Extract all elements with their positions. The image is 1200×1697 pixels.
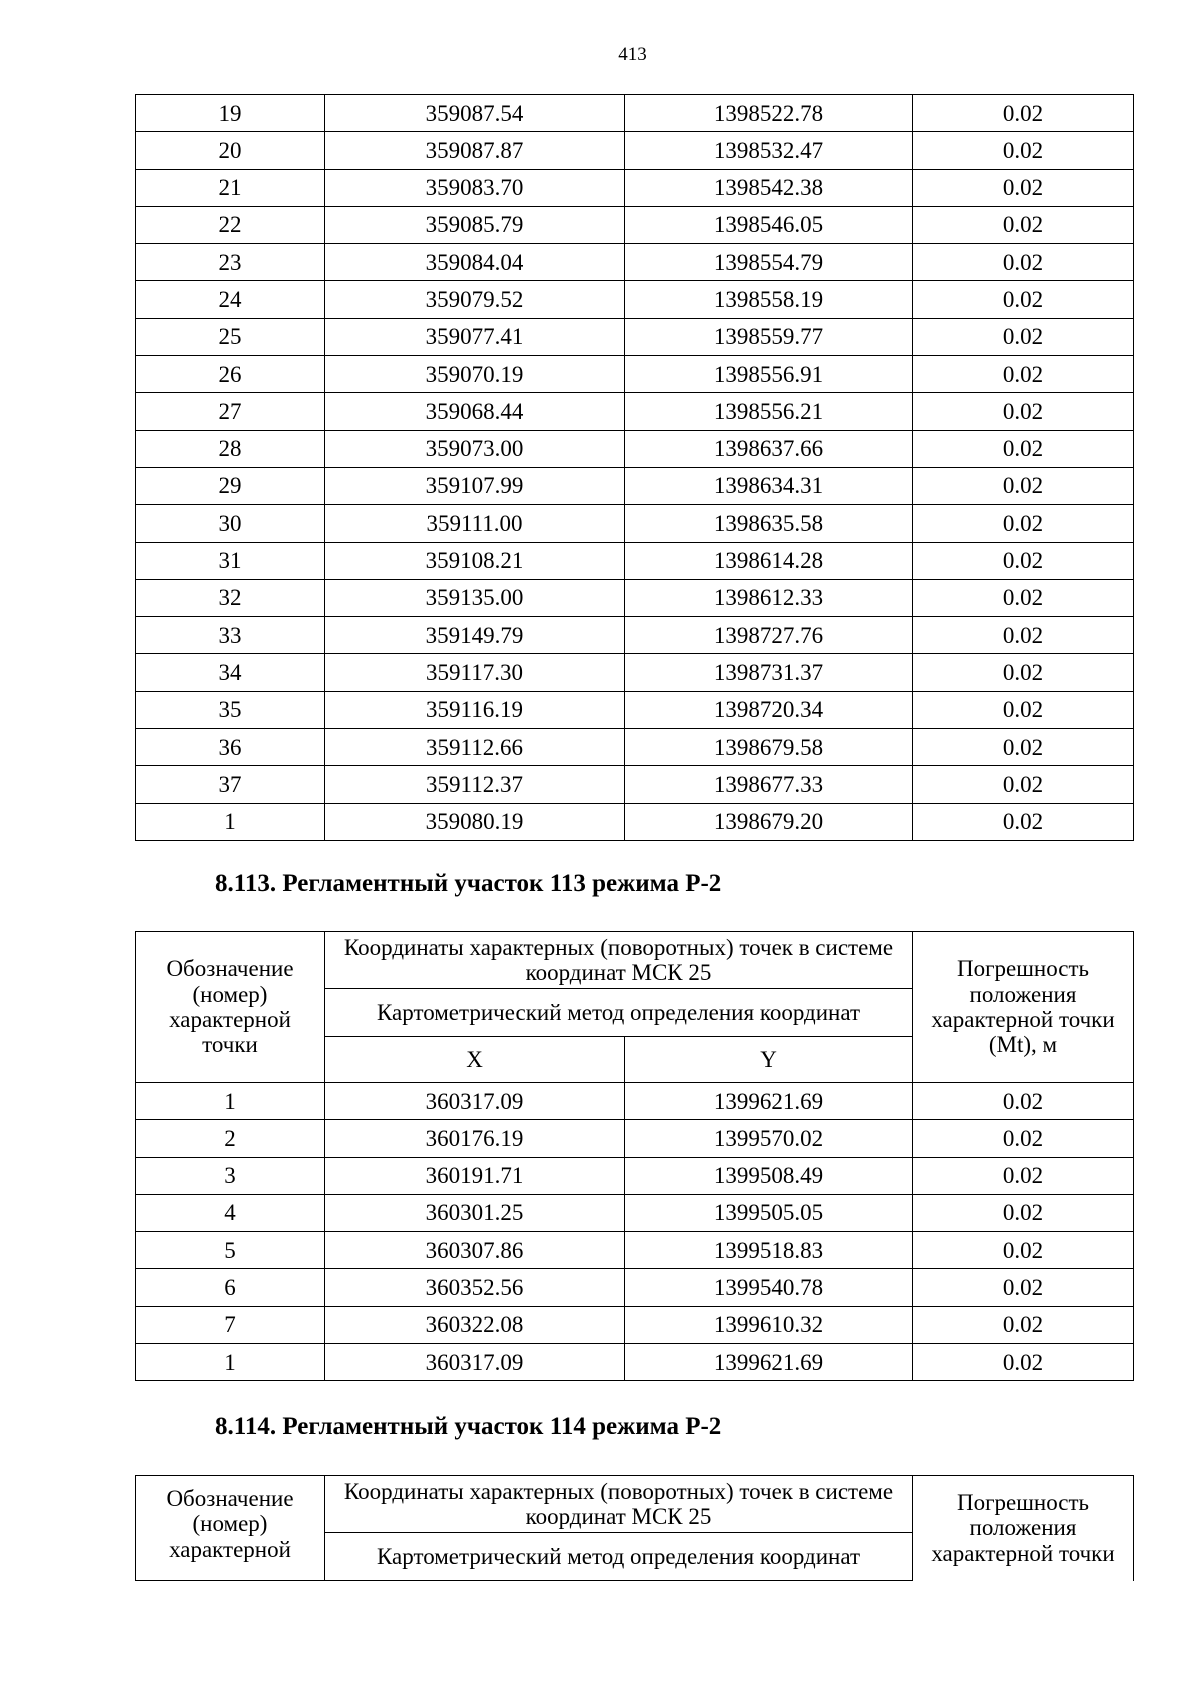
table-row	[136, 1306, 1134, 1343]
cell-error: 0.02	[913, 691, 1134, 728]
cell-point-number: 1	[136, 1083, 325, 1120]
cell-error: 0.02	[913, 579, 1134, 616]
cell-y: 1398727.76	[625, 617, 913, 654]
cell-y: 1399621.69	[625, 1344, 913, 1381]
cell-x: 359108.21	[325, 542, 625, 579]
table-row	[136, 542, 1134, 579]
cell-point-number: 28	[136, 430, 325, 467]
cell-error: 0.02	[913, 169, 1134, 206]
table-row	[136, 1120, 1134, 1157]
cell-point-number: 23	[136, 244, 325, 281]
header-coords-label: Координаты характерных (поворотных) точек в системе координат МСК 25	[325, 932, 913, 989]
cell-x: 359085.79	[325, 206, 625, 243]
cell-x: 359112.66	[325, 729, 625, 766]
cell-point-number: 3	[136, 1157, 325, 1194]
cell-error: 0.02	[913, 654, 1134, 691]
cell-error: 0.02	[913, 467, 1134, 504]
cell-error: 0.02	[913, 1232, 1134, 1269]
table-row	[136, 1344, 1134, 1381]
cell-x: 359087.87	[325, 132, 625, 169]
header-error-label: Погрешность положения характерной точки	[913, 1476, 1134, 1581]
cell-y: 1398634.31	[625, 467, 913, 504]
cell-y: 1399540.78	[625, 1269, 913, 1306]
cell-point-number: 21	[136, 169, 325, 206]
cell-y: 1398679.58	[625, 729, 913, 766]
cell-point-number: 29	[136, 467, 325, 504]
table-row	[136, 244, 1134, 281]
table-row	[136, 1269, 1134, 1306]
cell-point-number: 35	[136, 691, 325, 728]
cell-x: 360322.08	[325, 1306, 625, 1343]
cell-x: 360307.86	[325, 1232, 625, 1269]
cell-x: 359107.99	[325, 467, 625, 504]
cell-x: 359111.00	[325, 505, 625, 542]
table-row	[136, 430, 1134, 467]
cell-y: 1399508.49	[625, 1157, 913, 1194]
table-row	[136, 206, 1134, 243]
cell-error: 0.02	[913, 803, 1134, 840]
cell-point-number: 1	[136, 803, 325, 840]
cell-y: 1398679.20	[625, 803, 913, 840]
cell-x: 359112.37	[325, 766, 625, 803]
table-row	[136, 1232, 1134, 1269]
cell-x: 359135.00	[325, 579, 625, 616]
cell-y: 1399610.32	[625, 1306, 913, 1343]
cell-y: 1398635.58	[625, 505, 913, 542]
table-row	[136, 467, 1134, 504]
cell-error: 0.02	[913, 1306, 1134, 1343]
table-row	[136, 766, 1134, 803]
cell-y: 1398546.05	[625, 206, 913, 243]
cell-error: 0.02	[913, 281, 1134, 318]
coordinates-table-114	[135, 1475, 1134, 1581]
cell-point-number: 33	[136, 617, 325, 654]
cell-x: 359116.19	[325, 691, 625, 728]
cell-point-number: 26	[136, 356, 325, 393]
cell-error: 0.02	[913, 766, 1134, 803]
cell-error: 0.02	[913, 1157, 1134, 1194]
cell-x: 359068.44	[325, 393, 625, 430]
cell-point-number: 1	[136, 1344, 325, 1381]
cell-error: 0.02	[913, 206, 1134, 243]
cell-error: 0.02	[913, 318, 1134, 355]
cell-y: 1398558.19	[625, 281, 913, 318]
header-point-label: Обозначение (номер) характерной	[136, 1476, 325, 1581]
cell-point-number: 24	[136, 281, 325, 318]
cell-error: 0.02	[913, 1344, 1134, 1381]
table-row	[136, 654, 1134, 691]
cell-point-number: 5	[136, 1232, 325, 1269]
table-row	[136, 1194, 1134, 1231]
cell-point-number: 32	[136, 579, 325, 616]
cell-error: 0.02	[913, 95, 1134, 132]
table-row	[136, 505, 1134, 542]
cell-point-number: 7	[136, 1306, 325, 1343]
cell-y: 1398612.33	[625, 579, 913, 616]
cell-point-number: 2	[136, 1120, 325, 1157]
cell-error: 0.02	[913, 132, 1134, 169]
cell-point-number: 19	[136, 95, 325, 132]
cell-point-number: 6	[136, 1269, 325, 1306]
header-method-label: Картометрический метод определения координат	[325, 1533, 913, 1581]
cell-y: 1398677.33	[625, 766, 913, 803]
cell-x: 359083.70	[325, 169, 625, 206]
header-point-label: Обозначение (номер) характерной точки	[136, 932, 325, 1083]
cell-error: 0.02	[913, 244, 1134, 281]
cell-y: 1398720.34	[625, 691, 913, 728]
cell-y: 1399518.83	[625, 1232, 913, 1269]
cell-error: 0.02	[913, 430, 1134, 467]
cell-point-number: 36	[136, 729, 325, 766]
table-row	[136, 95, 1134, 132]
table-row	[136, 132, 1134, 169]
table-row	[136, 1157, 1134, 1194]
cell-x: 359080.19	[325, 803, 625, 840]
header-error-label: Погрешность положения характерной точки (Mt), м	[913, 932, 1134, 1083]
table-row	[136, 617, 1134, 654]
cell-y: 1398731.37	[625, 654, 913, 691]
cell-x: 360301.25	[325, 1194, 625, 1231]
cell-x: 360176.19	[325, 1120, 625, 1157]
cell-error: 0.02	[913, 1083, 1134, 1120]
cell-x: 359149.79	[325, 617, 625, 654]
cell-y: 1398614.28	[625, 542, 913, 579]
cell-x: 360352.56	[325, 1269, 625, 1306]
cell-x: 359117.30	[325, 654, 625, 691]
cell-y: 1398542.38	[625, 169, 913, 206]
cell-error: 0.02	[913, 542, 1134, 579]
section-title-113: 8.113. Регламентный участок 113 режима Р-2	[215, 870, 722, 897]
cell-y: 1398522.78	[625, 95, 913, 132]
cell-x: 360191.71	[325, 1157, 625, 1194]
header-y-label: Y	[625, 1037, 913, 1083]
cell-point-number: 22	[136, 206, 325, 243]
cell-error: 0.02	[913, 617, 1134, 654]
cell-point-number: 37	[136, 766, 325, 803]
table-row	[136, 281, 1134, 318]
table-row	[136, 691, 1134, 728]
table-row	[136, 1083, 1134, 1120]
table-row	[136, 803, 1134, 840]
cell-x: 359073.00	[325, 430, 625, 467]
cell-y: 1398559.77	[625, 318, 913, 355]
cell-point-number: 27	[136, 393, 325, 430]
header-method-label: Картометрический метод определения координат	[325, 989, 913, 1037]
cell-point-number: 31	[136, 542, 325, 579]
cell-x: 360317.09	[325, 1344, 625, 1381]
cell-error: 0.02	[913, 356, 1134, 393]
cell-error: 0.02	[913, 1120, 1134, 1157]
cell-error: 0.02	[913, 393, 1134, 430]
cell-y: 1399621.69	[625, 1083, 913, 1120]
cell-x: 359087.54	[325, 95, 625, 132]
cell-y: 1399505.05	[625, 1194, 913, 1231]
cell-y: 1398637.66	[625, 430, 913, 467]
cell-point-number: 34	[136, 654, 325, 691]
table-row	[136, 729, 1134, 766]
cell-error: 0.02	[913, 1269, 1134, 1306]
cell-error: 0.02	[913, 1194, 1134, 1231]
coordinates-table-body	[136, 95, 1134, 841]
cell-error: 0.02	[913, 729, 1134, 766]
coordinates-table-113-body	[136, 1083, 1134, 1381]
cell-x: 359077.41	[325, 318, 625, 355]
coordinates-table-113	[135, 931, 1134, 1381]
table-row	[136, 356, 1134, 393]
section-title-114: 8.114. Регламентный участок 114 режима Р-2	[215, 1413, 722, 1440]
cell-y: 1398554.79	[625, 244, 913, 281]
cell-point-number: 30	[136, 505, 325, 542]
cell-x: 360317.09	[325, 1083, 625, 1120]
cell-x: 359070.19	[325, 356, 625, 393]
cell-y: 1399570.02	[625, 1120, 913, 1157]
table-row	[136, 318, 1134, 355]
header-coords-label: Координаты характерных (поворотных) точек в системе координат МСК 25	[325, 1476, 913, 1533]
cell-error: 0.02	[913, 505, 1134, 542]
cell-point-number: 4	[136, 1194, 325, 1231]
cell-x: 359084.04	[325, 244, 625, 281]
table-row	[136, 579, 1134, 616]
coordinates-table-continued	[135, 94, 1134, 841]
cell-y: 1398556.21	[625, 393, 913, 430]
header-x-label: X	[325, 1037, 625, 1083]
cell-point-number: 20	[136, 132, 325, 169]
cell-point-number: 25	[136, 318, 325, 355]
cell-y: 1398532.47	[625, 132, 913, 169]
table-row	[136, 169, 1134, 206]
page-number: 413	[618, 44, 647, 65]
cell-x: 359079.52	[325, 281, 625, 318]
table-row	[136, 393, 1134, 430]
cell-y: 1398556.91	[625, 356, 913, 393]
